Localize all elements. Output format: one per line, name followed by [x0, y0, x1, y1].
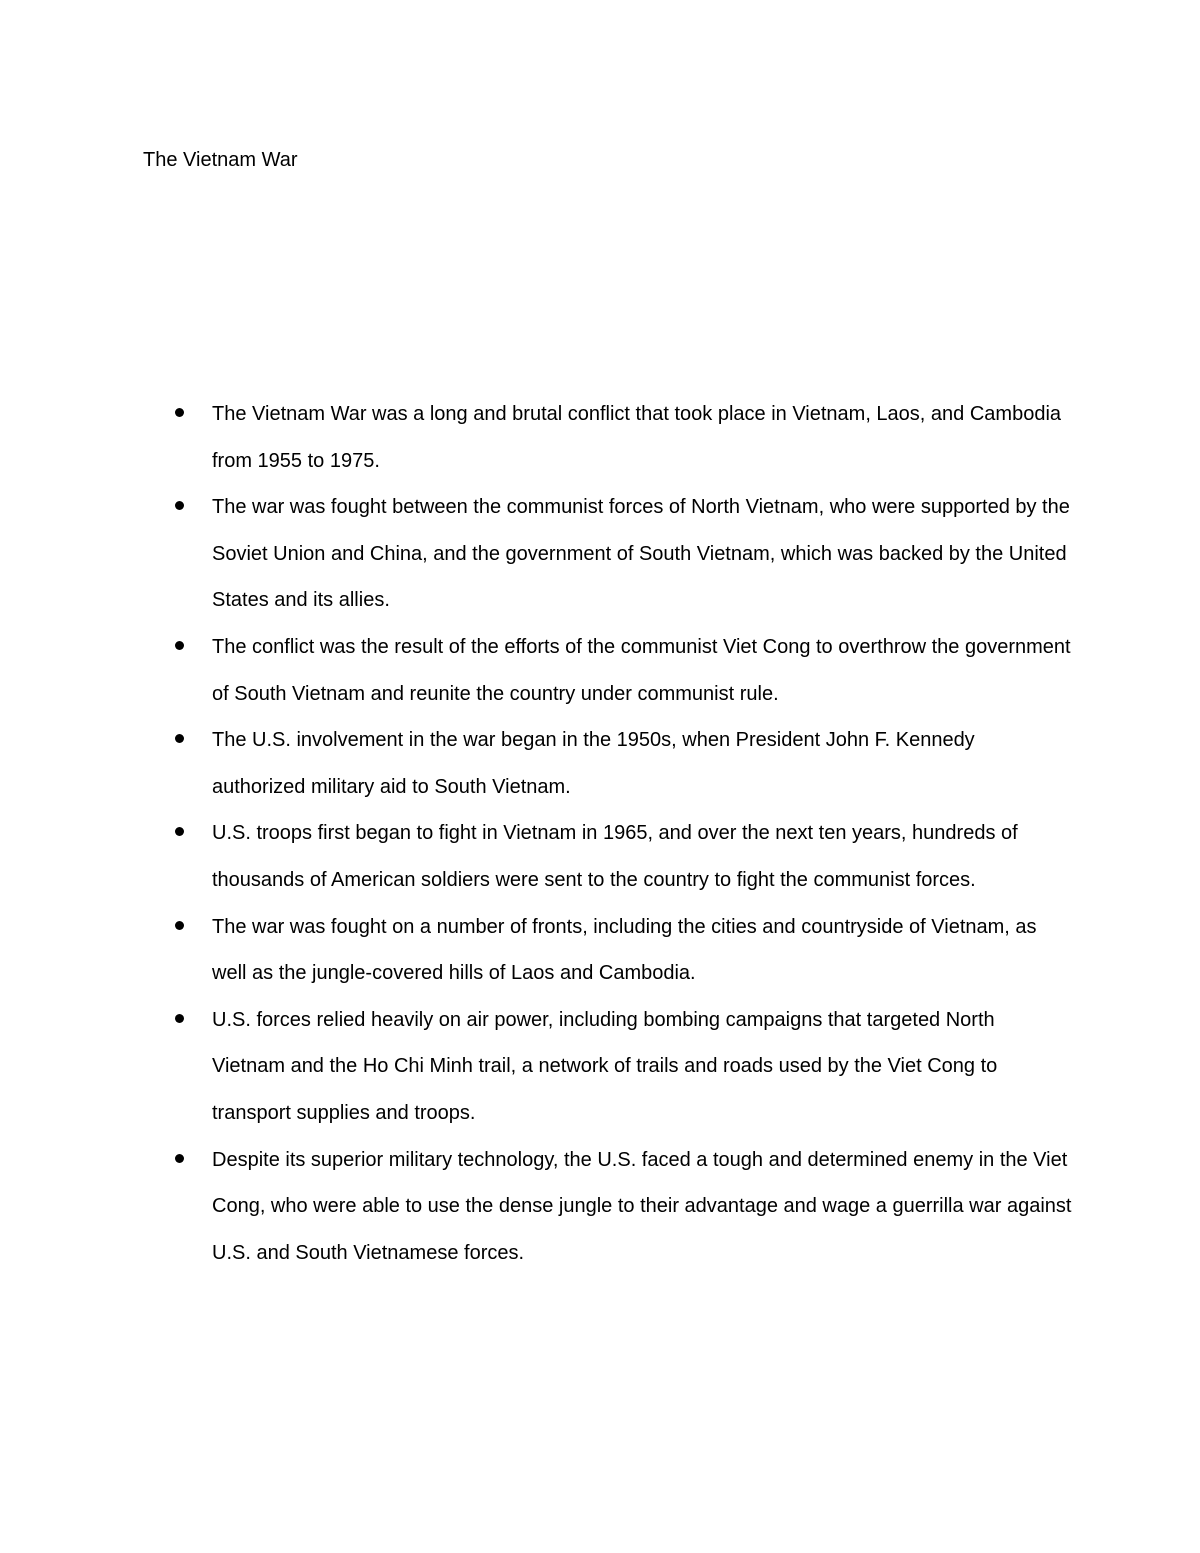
bullet-item	[0, 904, 1072, 997]
bullet-icon	[175, 921, 184, 930]
bullet-icon	[175, 827, 184, 836]
bullet-item	[0, 997, 1072, 1137]
bullet-icon	[175, 408, 184, 417]
bullet-text: The U.S. involvement in the war began in the 1950s, when President John F. Kennedy authorized military aid to South Vietnam.	[212, 729, 975, 798]
bullet-icon	[175, 1014, 184, 1023]
document-title: The Vietnam War	[143, 149, 298, 171]
bullet-item	[0, 810, 1072, 903]
bullet-text: U.S. forces relied heavily on air power, including bombing campaigns that targeted North Vietnam and the Ho Chi Minh trail, a network of trails and roads used by the Viet Cong to transport supplies and troops.	[212, 1008, 998, 1124]
bullet-list	[0, 391, 1200, 1276]
bullet-text: The conflict was the result of the efforts of the communist Viet Cong to overthrow the government of South Vietnam and reunite the country under communist rule.	[212, 635, 1071, 705]
bullet-item	[0, 391, 1072, 484]
bullet-icon	[175, 501, 184, 510]
bullet-text: The Vietnam War was a long and brutal conflict that took place in Vietnam, Laos, and Cambodia from 1955 to 1975.	[212, 403, 1062, 472]
bullet-text: U.S. troops first began to fight in Vietnam in 1965, and over the next ten years, hundreds of thousands of American soldiers were sent to the country to fight the communist forces.	[212, 822, 1018, 891]
bullet-text: The war was fought on a number of fronts, including the cities and countryside of Vietnam, as well as the jungle-covered hills of Laos and Cambodia.	[212, 915, 1037, 985]
bullet-text: The war was fought between the communist forces of North Vietnam, who were supported by the Soviet Union and China, and the government of South Vietnam, which was backed by the United States and its allies.	[212, 496, 1070, 612]
bullet-item	[0, 1137, 1072, 1277]
bullet-item	[0, 624, 1072, 717]
bullet-icon	[175, 1154, 184, 1163]
bullet-item	[0, 484, 1072, 624]
bullet-text: Despite its superior military technology, the U.S. faced a tough and determined enemy in the Viet Cong, who were able to use the dense jungle to their advantage and wage a guerrilla war against U.S. and South Vietnamese forces.	[212, 1148, 1072, 1264]
bullet-icon	[175, 641, 184, 650]
bullet-item	[0, 717, 1072, 810]
bullet-icon	[175, 734, 184, 743]
